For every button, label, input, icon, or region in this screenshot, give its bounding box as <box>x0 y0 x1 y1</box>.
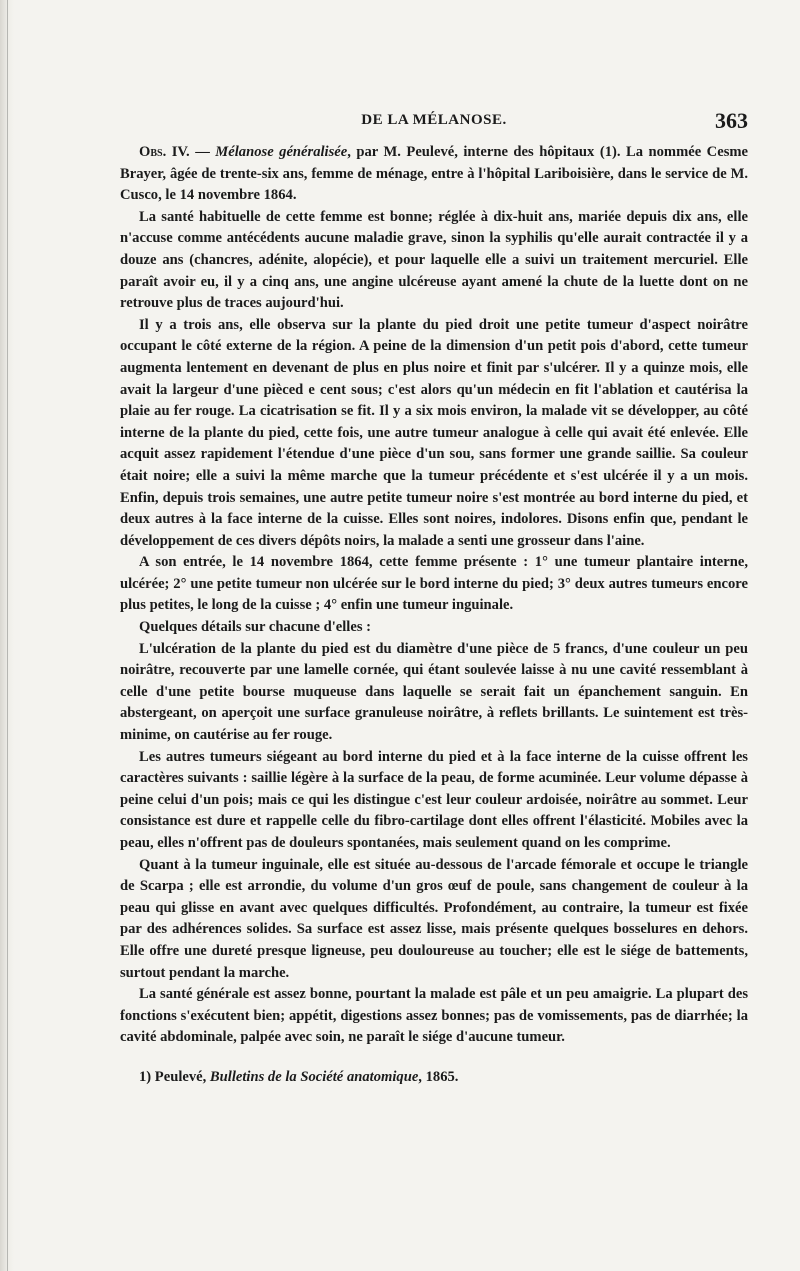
body-text <box>120 142 748 1049</box>
obs-rest: , par M. Peulevé, interne des hôpitaux (1). La nommée Cesme Brayer, âgée de trente-six ans, femme de ménage, entre à l'hôpital Lariboisière, dans le service de M. Cusco, le 14 novembre 1864. <box>120 144 749 204</box>
paragraph-antecedents: La santé habituelle de cette femme est bonne; réglée à dix-huit ans, mariée depuis dix ans, elle n'accuse comme antécédents aucune maladie grave, sinon la syphilis qu'elle aurait contractée il y a douze ans (chancres, adénite, alopécie), et pour laquelle elle a suivi un traitement mercuriel. Elle paraît avoir eu, il y a cinq ans, une angine ulcéreuse ayant amené la chute de la luette dont on ne retrouve plus de traces aujourd'hui. <box>120 208 748 312</box>
paragraph-general-health: La santé générale est assez bonne, pourtant la malade est pâle et un peu amaigrie. La plupart des fonctions s'exécutent bien; appétit, digestions assez bonnes; pas de vomissements, pas de diarrhée; la cavité abdominale, palpée avec soin, ne paraît le siége d'aucune tumeur. <box>120 986 748 1046</box>
page-header <box>120 108 748 142</box>
paragraph-details-intro: Quelques détails sur chacune d'elles : <box>139 619 372 636</box>
obs-dash: — <box>189 144 216 160</box>
paragraph-inguinal-tumor: Quant à la tumeur inguinale, elle est située au-dessous de l'arcade fémorale et occupe le triangle de Scarpa ; elle est arrondie, du volume d'un gros œuf de poule, sans changement de couleur à la peau qui glisse en avant avec quelques difficultés. Profondément, au contraire, la tumeur est fixée par des adhérences solides. Sa surface est assez lisse, mais présente quelques bosselures en dehors. Elle offre une dureté presque ligneuse, peu douloureuse au toucher; elle est le siége de battements, surtout pendant la marche. <box>120 856 748 981</box>
paragraph-other-tumors: Les autres tumeurs siégeant au bord interne du pied et à la face interne de la cuisse offrent les caractères suivants : saillie légère à la surface de la peau, de forme acuminée. Leur volume dépasse à peine celui d'un pois; mais ce qui les distingue c'est leur couleur ardoisée, noirâtre au sommet. Leur consistance est dure et rappelle celle du fibro-cartilage dont elles offrent l'élasticité. Mobiles avec la peau, elles n'offrent pas de douleurs spontanées, mais seulement quand on les comprime. <box>120 748 748 851</box>
footnote <box>120 1067 748 1088</box>
obs-title: Mélanose généralisée <box>215 144 348 160</box>
footnote-year: , 1865. <box>418 1068 459 1085</box>
book-page <box>120 108 748 1088</box>
paragraph-history: Il y a trois ans, elle observa sur la plante du pied droit une petite tumeur d'aspect noirâtre occupant le côté externe de la région. A peine de la dimension d'un petit pois d'abord, cette tumeur augmenta lentement en devenant de plus en plus noire et finit par s'ulcérer. Il y a quinze mois, elle avait la largeur d'une pièced e cent sous; c'est alors qu'un médecin en fit l'ablation et cautérisa la plaie au fer rouge. La cicatrisation se fit. Il y a six mois environ, la malade vit se développer, au côté interne de la plante du pied, cette fois, une autre tumeur analogue à celle qui avait été enlevée. Elle acquit assez rapidement l'étendue d'une pièce d'un sou, sans former une grande saillie. Sa couleur était noire; elle a suivi la même marche que la tumeur précédente et s'est ulcérée il y a un mois. Enfin, depuis trois semaines, une autre petite tumeur noire s'est montrée au bord interne du pied, et deux autres à la face interne de la cuisse. Elles sont noires, indolores. Disons enfin que, pendant le développement de ces divers dépôts noirs, la malade a senti une grosseur dans l'aine. <box>120 316 748 549</box>
paragraph-admission: A son entrée, le 14 novembre 1864, cette femme présente : 1° une tumeur plantaire interne, ulcérée; 2° une petite tumeur non ulcérée sur le bord interne du pied; 3° deux autres tumeurs encore plus petites, le long de la cuisse ; 4° enfin une tumeur inguinale. <box>120 554 748 614</box>
obs-label: Obs. IV. <box>139 144 190 160</box>
obs-paragraph <box>120 142 748 207</box>
page-number: 363 <box>715 108 748 133</box>
footnote-journal: Bulletins de la Société anatomique <box>209 1068 419 1085</box>
binding-line <box>7 0 8 1271</box>
running-title: DE LA MÉLANOSE. <box>361 112 507 128</box>
paragraph-plantar-ulcer: L'ulcération de la plante du pied est du diamètre d'une pièce de 5 francs, d'une couleur un peu noirâtre, recouverte par une lamelle cornée, qui étant soulevée laisse à nu une cavité ressemblant à celle d'une petite bourse muqueuse dans laquelle se serait fait un épanchement sanguin. En abstergeant, on aperçoit une surface granuleuse noirâtre, à reflets brillants. Le suintement est très-minime, on cautérise au fer rouge. <box>120 640 748 744</box>
footnote-marker: 1) Peulevé, <box>139 1068 210 1085</box>
